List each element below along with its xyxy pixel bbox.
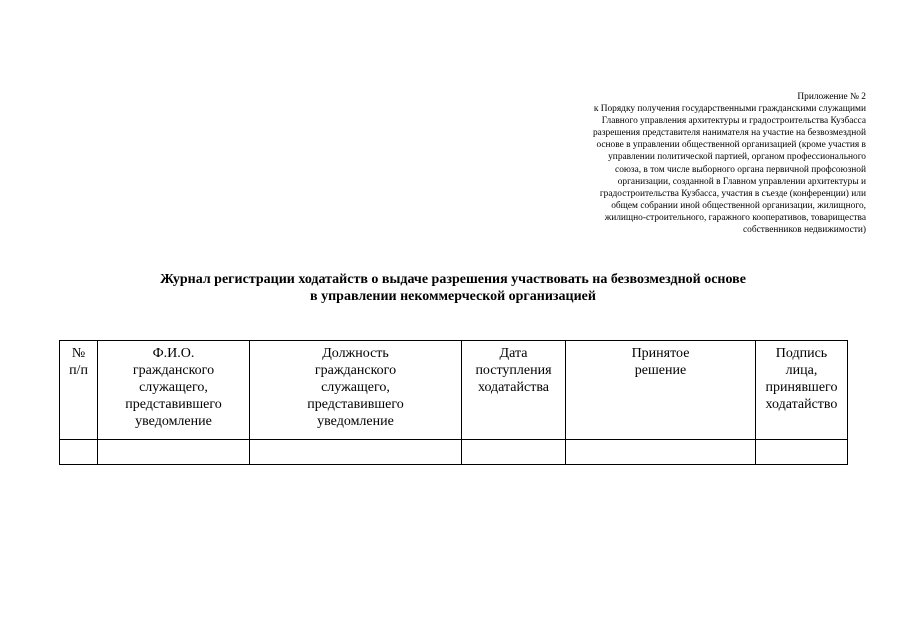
header-number: № п/п <box>60 341 98 440</box>
appendix-line: жилищно-строительного, гаражного кооперативов, товарищества <box>604 212 866 223</box>
table-cell <box>462 440 566 465</box>
appendix-line: Приложение № 2 <box>797 92 866 102</box>
title-line-2: в управлении некоммерческой организацией <box>310 289 596 304</box>
journal-title <box>60 271 846 305</box>
table-cell <box>756 440 848 465</box>
appendix-line: Главного управления архитектуры и градостроительства Кузбасса <box>601 116 866 127</box>
appendix-note <box>520 91 866 236</box>
appendix-line: градостроительства Кузбасса, участия в съезде (конференции) или <box>599 188 866 199</box>
table-cell <box>250 440 462 465</box>
table-row <box>60 440 848 465</box>
header-signature: Подпись лица, принявшего ходатайство <box>756 341 848 440</box>
table-header-row <box>60 341 848 440</box>
table-cell <box>566 440 756 465</box>
header-decision: Принятое решение <box>566 341 756 440</box>
header-position: Должность гражданского служащего, представившего уведомление <box>250 341 462 440</box>
appendix-line: организации, созданной в Главном управлении архитектуры и <box>617 176 866 187</box>
header-full-name: Ф.И.О. гражданского служащего, представившего уведомление <box>98 341 250 440</box>
appendix-line: основе в управлении общественной организацией (кроме участия в <box>596 140 866 151</box>
appendix-line: собственников недвижимости) <box>742 225 866 236</box>
table-cell <box>60 440 98 465</box>
journal-table <box>59 340 848 465</box>
appendix-line: управлении политической партией, органом профессионального <box>608 152 866 163</box>
appendix-line: общем собрании иной общественной организации, жилищного, <box>611 200 866 211</box>
table-cell <box>98 440 250 465</box>
title-line-1: Журнал регистрации ходатайств о выдаче разрешения участвовать на безвозмездной основе <box>160 272 746 287</box>
appendix-line: разрешения представителя нанимателя на участие на безвозмездной <box>592 128 866 139</box>
appendix-line: к Порядку получения государственными гражданскими служащими <box>593 104 866 115</box>
appendix-line: союза, в том числе выборного органа первичной профсоюзной <box>615 164 866 175</box>
header-date: Дата поступления ходатайства <box>462 341 566 440</box>
